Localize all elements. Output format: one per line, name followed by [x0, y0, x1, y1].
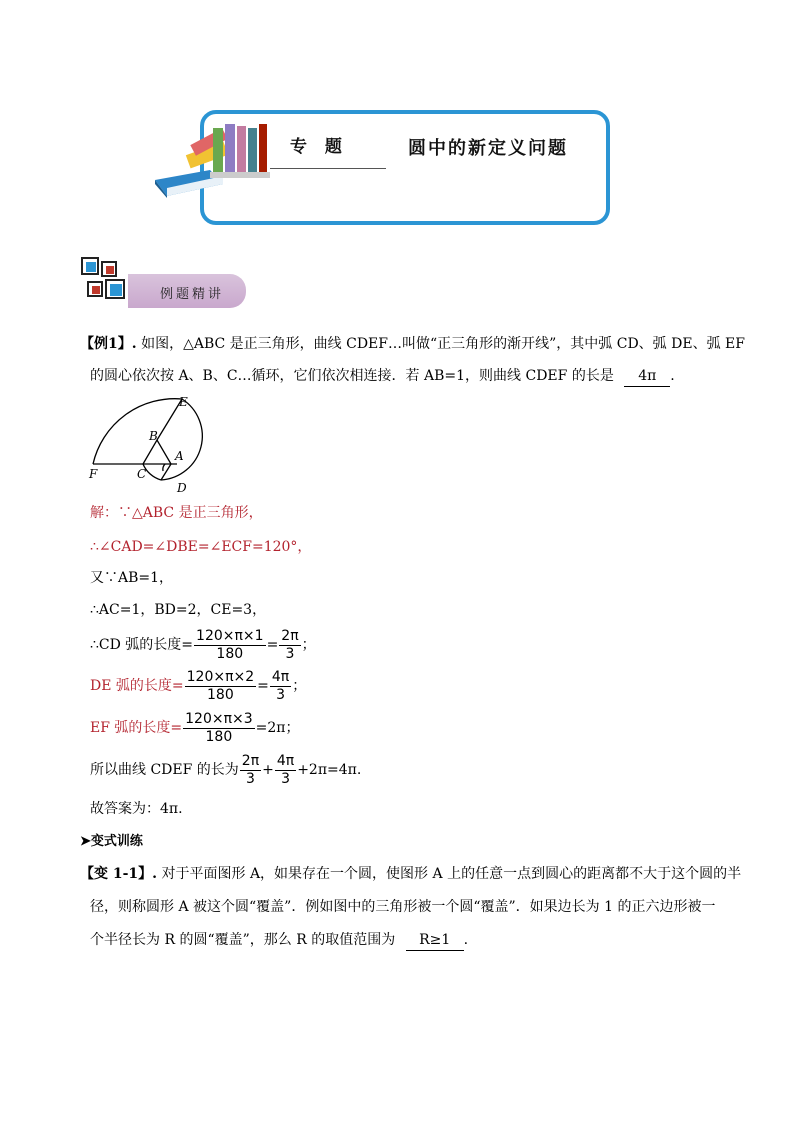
label-d: D: [177, 481, 187, 495]
solution-line-4: ∴AC=1，BD=2，CE=3，: [90, 602, 267, 618]
fraction: $\frac{4\pi}{3}$: [276, 752, 295, 787]
solution-line-5: ∴CD 弧的长度= $\frac{120\times\pi\times 1}{180}$ = $\frac{2\pi}{3}$ ；: [90, 627, 316, 662]
solution-line-7: EF 弧的长度= $\frac{120\times\pi\times 3}{180}$ =2π；: [90, 710, 300, 745]
solution-line-8: 所以曲线 CDEF 的长为 $\frac{2\pi}{3}$ + $\frac{4\pi}{3}$ +2π=4π.: [90, 752, 362, 787]
solution-line-9: 故答案为：4π.: [90, 801, 183, 817]
fraction: $\frac{2\pi}{3}$: [241, 752, 260, 787]
solution-line-3: 又∵AB=1，: [90, 570, 174, 586]
example-answer: 4π: [624, 366, 670, 387]
squares-icon: [80, 256, 130, 306]
label-b: B: [149, 429, 158, 443]
books-icon: [145, 118, 280, 198]
banner-topic-label: 专 题: [290, 137, 348, 157]
variant-line-1: 【变 1-1】. 对于平面图形 A，如果存在一个圆，使图形 A 上的任意一点到圆心的距离都不大于这个圆的半: [80, 866, 742, 882]
fraction: $\frac{120\times\pi\times 1}{180}$: [196, 627, 264, 662]
label-f: F: [89, 467, 98, 481]
variant-heading: ➤变式训练: [80, 834, 143, 849]
example-tag: 【例1】.: [80, 336, 137, 352]
variant-tag: 【变 1-1】.: [80, 866, 158, 882]
variant-line-3: 个半径长为 R 的圆“覆盖”，那么 R 的取值范围为 R≥1 .: [90, 930, 468, 951]
fraction: $\frac{4\pi}{3}$: [271, 668, 290, 703]
variant-line-2: 径，则称圆形 A 被这个圆“覆盖”．例如图中的三角形被一个圆“覆盖”．如果边长为 1 的正六边形被一: [90, 899, 716, 915]
label-e: E: [179, 395, 188, 409]
fraction: $\frac{2\pi}{3}$: [281, 627, 299, 662]
label-c: C: [137, 467, 147, 481]
solution-line-2: ∴∠CAD=∠DBE=∠ECF=120°，: [90, 539, 312, 555]
fraction: $\frac{120\times\pi\times 3}{180}$: [185, 710, 253, 745]
solution-line-6: DE 弧的长度= $\frac{120\times\pi\times 2}{180}$ = $\frac{4\pi}{3}$ ；: [90, 668, 307, 703]
banner-divider: [270, 168, 386, 169]
example-text-2: 的圆心依次按 A、B、C…循环，它们依次相连接．若 AB=1，则曲线 CDEF 的长是: [90, 368, 614, 384]
example-text-1: 如图，△ABC 是正三角形，曲线 CDEF…叫做“正三角形的渐开线”，其中弧 CD、弧 DE、弧 EF: [141, 336, 745, 352]
page-title: 圆中的新定义问题: [408, 138, 568, 159]
example-line-1: [80, 334, 745, 354]
solution-line-1: 解：∵△ABC 是正三角形，: [90, 505, 263, 521]
example-line-2: 的圆心依次按 A、B、C…循环，它们依次相连接．若 AB=1，则曲线 CDEF 的长是 4π .: [90, 366, 675, 387]
fraction: $\frac{120\times\pi\times 2}{180}$: [186, 668, 255, 703]
section-label: 例题精讲: [160, 287, 225, 302]
involute-figure: [85, 392, 215, 496]
variant-answer: R≥1: [406, 930, 464, 951]
label-a: A: [175, 449, 184, 463]
